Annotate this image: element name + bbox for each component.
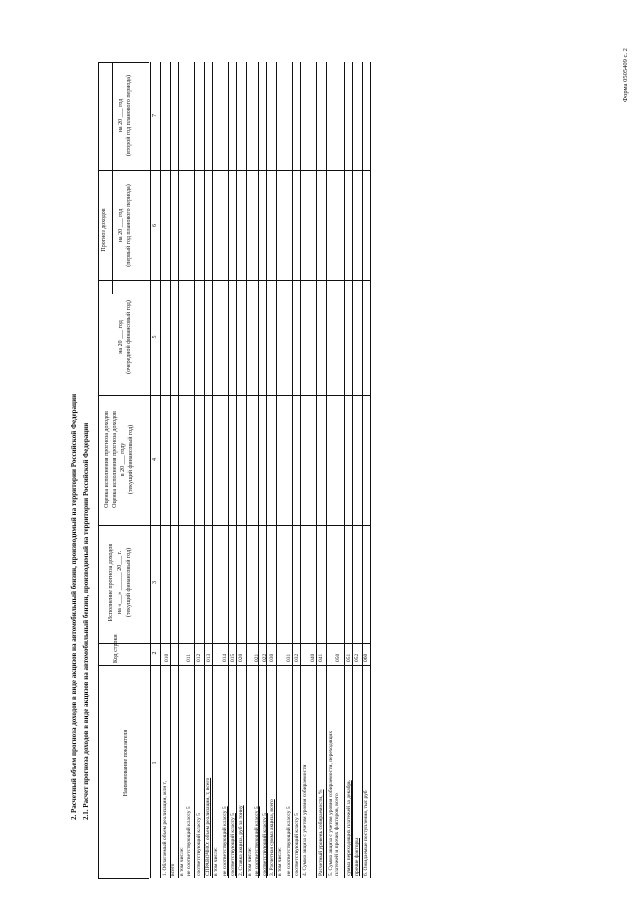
row-label: не соответствующий классу 5: [222, 806, 228, 876]
header-forecast: Прогноз доходов: [101, 208, 107, 252]
row-code: 032: [294, 653, 300, 662]
column-number: 6: [152, 224, 158, 227]
row-code: 030: [269, 653, 275, 662]
section-title: 2. Расчетный объем прогноза доходов в виде акцизов на автомобильный бензин, производимый на территории Российской Федерации: [70, 393, 78, 820]
row-code: 051: [346, 653, 352, 662]
header-f2-date: на 20 ___ год: [118, 208, 124, 243]
row-label: соответствующий классу 5: [230, 813, 236, 876]
row-label: не соответствующий классу 5: [254, 806, 260, 876]
header-estimate-sub: (текущий финансовый год): [128, 424, 134, 495]
subsection-title: 2.1. Расчет прогноза доходов в виде акцизов на автомобильный бензин, производимый на территории Российской Федерации: [82, 422, 90, 820]
row-label: соответствующий классу 5: [196, 813, 202, 876]
row-code: 015: [230, 653, 236, 662]
column-number: 2: [152, 651, 158, 655]
row-code: 022: [262, 653, 268, 662]
row-code: 041: [318, 653, 324, 662]
row-code: 020: [238, 653, 244, 662]
header-execution: Исполнение прогноза доходов: [108, 543, 114, 622]
row-label: соответствующий классу 5: [294, 813, 300, 876]
row-code: 014: [222, 653, 228, 662]
row-label-sub: в том числе:: [277, 847, 283, 876]
row-label: прочие факторы: [354, 838, 360, 876]
row-code: 021: [254, 653, 260, 662]
row-label: не соответствующий классу 5: [286, 806, 292, 876]
row-label: СПРАВОЧНО: объем реализации, т, всего: [205, 777, 211, 876]
row-code: 050: [335, 653, 341, 662]
header-code: Код строки: [113, 634, 119, 663]
row-label-sub: в том числе:: [213, 847, 219, 876]
row-label: сумма переходящих платежей за декабрь: [346, 780, 352, 876]
column-number: 5: [152, 335, 158, 339]
header-estimate: Оценка исполнения прогноза доходов: [104, 411, 110, 508]
row-label: 1. Облагаемый объем реализации, млн т,: [162, 780, 168, 876]
row-code: 040: [310, 653, 316, 662]
row-label: 2. Ставка акциза, руб за тонну: [238, 805, 244, 876]
row-label: 5. Сумма акциза с учетом уровня собираемости, переходящих платежей и прочих факторов, всего: [328, 730, 340, 876]
row-label: Расчетный уровень собираемости, %: [318, 789, 324, 876]
row-label: не соответствующий классу 5: [186, 806, 192, 876]
row-code: 031: [286, 653, 292, 662]
row-code: 060: [363, 653, 369, 662]
header-indicator: Наименование показателя: [123, 729, 129, 797]
header-f2-sub: (первый год планового периода): [126, 184, 132, 267]
row-label: в том числе:: [179, 847, 185, 876]
header-f1-date: на 20 ___ год: [118, 320, 124, 354]
header-table-title: Оценка исполнения прогноза доходов: [112, 411, 118, 508]
column-number: 4: [152, 458, 158, 461]
row-label: 3. Расчетная сумма акциза, всего: [269, 799, 275, 876]
column-number: 1: [152, 761, 158, 765]
row-label-sub: в том числе:: [247, 847, 253, 876]
row-code: 010: [164, 653, 170, 662]
column-number: 7: [152, 114, 158, 117]
header-f3-date: на 20 ___ год: [118, 98, 124, 133]
header-execution-sub: (текущий финансовый год): [126, 547, 132, 618]
header-execution-date: на «___» ______ 20___ г.: [117, 550, 123, 615]
header-estimate-date: в 20 ___ году: [120, 442, 126, 477]
row-label: соответствующий классу 5: [262, 813, 268, 876]
row-label: 6. Ожидаемые поступления, тыс руб: [363, 790, 369, 876]
header-f1-sub: (очередной финансовый год): [126, 300, 132, 374]
form-reference: Форма 0505409 с. 2: [622, 48, 629, 102]
row-label: 4. Сумма акциза с учетом уровня собираемости: [302, 764, 308, 876]
row-code: 052: [354, 653, 360, 662]
row-code: 011: [186, 653, 192, 662]
row-code: 012: [196, 653, 202, 662]
row-code: 013: [206, 653, 212, 662]
header-f3-sub: (второй год планового периода): [126, 75, 132, 156]
row-label-sub: всего: [170, 863, 176, 876]
column-number: 3: [152, 581, 158, 584]
